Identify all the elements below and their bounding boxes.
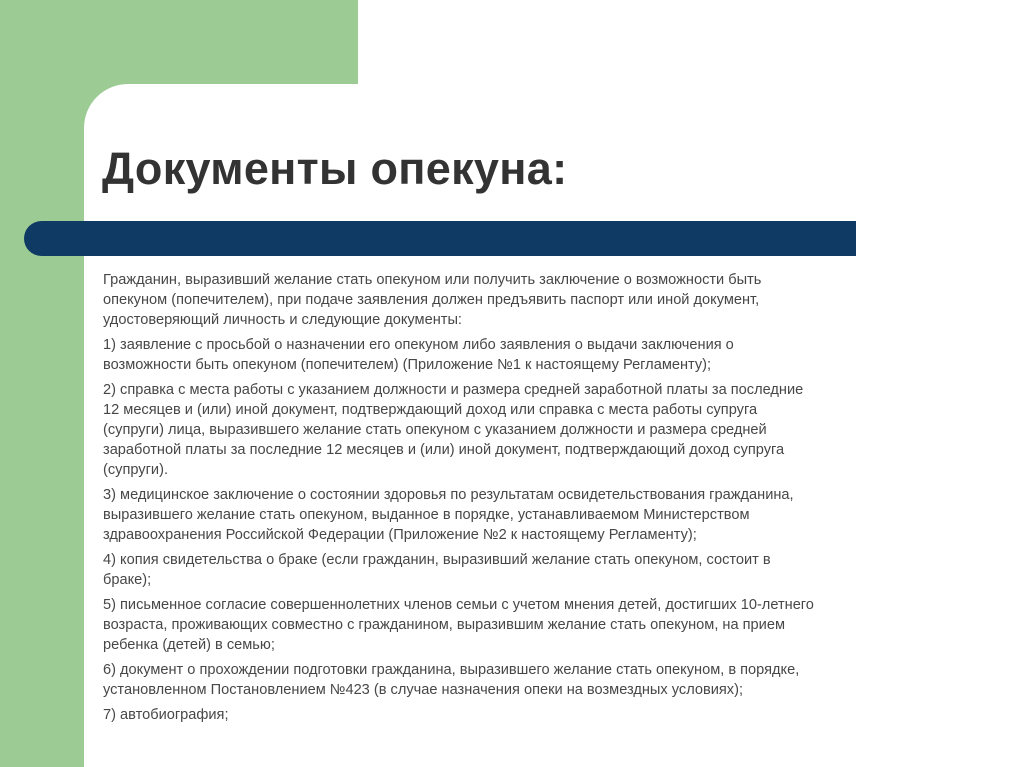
title-underline-bar <box>24 221 856 256</box>
list-item-4: 4) копия свидетельства о браке (если гражданин, выразивший желание стать опекуном, состоит в браке); <box>103 552 771 588</box>
list-item-7: 7) автобиография; <box>103 707 229 723</box>
slide-title: Документы опекуна: <box>102 143 568 194</box>
list-item-2: 2) справка с места работы с указанием должности и размера средней заработной платы за последние 12 месяцев и (или) иной документ, подтверждающий доход или справка с места работы супруга (супруги) лица, выразившего желание стать опекуном с указанием должности и размера средней заработной платы за последние 12 месяцев и (или) иной документ, подтверждающий доход супруга (супруги). <box>103 382 804 478</box>
intro-paragraph: Гражданин, выразивший желание стать опекуном или получить заключение о возможности быть опекуном (попечителем), при подаче заявления должен предъявить паспорт или иной документ, удостоверяющий личность и следующие документы: <box>103 272 762 328</box>
list-item-6: 6) документ о прохождении подготовки гражданина, выразившего желание стать опекуном, в порядке, установленном Постановлением №423 (в случае назначения опеки на возмездных условиях); <box>103 662 800 698</box>
list-item-1: 1) заявление с просьбой о назначении его опекуном либо заявления о выдачи заключения о возможности быть опекуном (попечителем) (Приложение №1 к настоящему Регламенту); <box>103 337 734 373</box>
slide-body <box>103 270 963 730</box>
list-item-5: 5) письменное согласие совершеннолетних членов семьи с учетом мнения детей, достигших 10-летнего возраста, проживающих совместно с гражданином, выразившим желание стать опекуном, на прием ребенка (детей) в семью; <box>103 597 814 653</box>
list-item-3: 3) медицинское заключение о состоянии здоровья по результатам освидетельствования гражданина, выразившего желание стать опекуном, выданное в порядке, устанавливаемом Министерством здравоохранения Российской Федерации (Приложение №2 к настоящему Регламенту); <box>103 487 794 543</box>
